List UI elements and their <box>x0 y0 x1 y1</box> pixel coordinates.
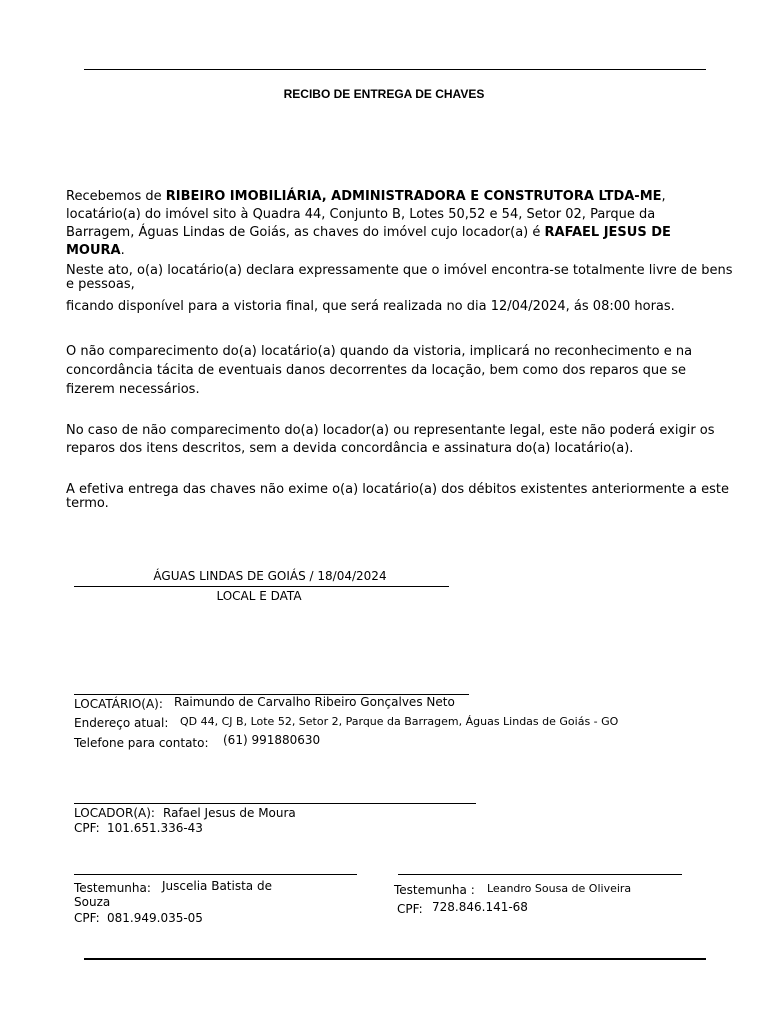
page-title: RECIBO DE ENTREGA DE CHAVES <box>283 87 485 101</box>
landlord-signature-line <box>74 803 476 804</box>
tenant-phone-label: Telefone para contato: <box>74 736 209 750</box>
paragraph-declaration <box>66 264 736 292</box>
witness2-signature-line <box>398 874 682 875</box>
landlord-cpf-label: CPF: <box>74 821 100 835</box>
witness1-cpf-label: CPF: <box>74 911 100 925</box>
owner-name: RAFAEL JESUS DE MOURA <box>66 225 671 258</box>
paragraph-receipt <box>66 188 706 260</box>
paragraph-receipt-pre: Recebemos de <box>66 189 166 204</box>
company-name: RIBEIRO IMOBILIÁRIA, ADMINISTRADORA E CONSTRUTORA LTDA-ME <box>165 189 662 204</box>
place-date-label: LOCAL E DATA <box>216 589 302 603</box>
witness2-name: Leandro Sousa de Oliveira <box>487 882 632 895</box>
tenant-label: LOCATÁRIO(A): <box>74 697 163 711</box>
paragraph-declaration-line1: Neste ato, o(a) locatário(a) declara expressamente que o imóvel encontra-se totalmente livre de bens e pessoas, <box>66 263 733 292</box>
paragraph-receipt-end: . <box>120 243 125 258</box>
tenant-address: QD 44, CJ B, Lote 52, Setor 2, Parque da Barragem, Águas Lindas de Goiás - GO <box>180 715 619 728</box>
landlord-label: LOCADOR(A): <box>74 806 155 820</box>
landlord-cpf: 101.651.336-43 <box>107 821 203 835</box>
place-date-line <box>74 586 449 587</box>
paragraph-debts: A efetiva entrega das chaves não exime o(a) locatário(a) dos débitos existentes anteriormente a este termo. <box>66 482 729 511</box>
witness1-signature-line <box>74 874 357 875</box>
witness2-cpf: 728.846.141-68 <box>432 900 528 914</box>
landlord-name: Rafael Jesus de Moura <box>163 806 296 820</box>
witness1-cpf: 081.949.035-05 <box>107 911 203 925</box>
witness2-cpf-label: CPF: <box>397 902 423 916</box>
tenant-phone: (61) 991880630 <box>223 733 321 747</box>
witness1-name-line2: Souza <box>74 895 111 909</box>
paragraph-receipt-mid: , locatário(a) do imóvel sito à Quadra 44, Conjunto B, Lotes 50,52 e 54, Setor 02, Parque da Barragem, Águas Lindas de Goiás, as chaves do imóvel cujo locador(a) é <box>66 189 666 240</box>
paragraph-absence-landlord: No caso de não comparecimento do(a) locador(a) ou representante legal, este não poderá exigir os reparos dos itens descritos, sem a devida concordância e assinatura do(a) locatário(a). <box>66 423 715 456</box>
witness1-name-line1: Juscelia Batista de <box>162 879 272 893</box>
paragraph-absence-tenant: O não comparecimento do(a) locatário(a) quando da vistoria, implicará no reconhecimento e na concordância tácita de eventuais danos decorrentes da locação, bem como dos reparos que se fizerem necessários. <box>66 344 693 397</box>
top-rule <box>84 69 706 70</box>
place-date-value: ÁGUAS LINDAS DE GOIÁS / 18/04/2024 <box>153 569 387 583</box>
paragraph-declaration-line2: ficando disponível para a vistoria final, que será realizada no dia 12/04/2024, ás 08:00 horas. <box>66 299 675 314</box>
bottom-rule <box>84 958 706 960</box>
tenant-name: Raimundo de Carvalho Ribeiro Gonçalves Neto <box>174 695 455 709</box>
witness2-label: Testemunha : <box>394 883 475 897</box>
witness1-label: Testemunha: <box>74 881 151 895</box>
tenant-address-label: Endereço atual: <box>74 716 169 730</box>
